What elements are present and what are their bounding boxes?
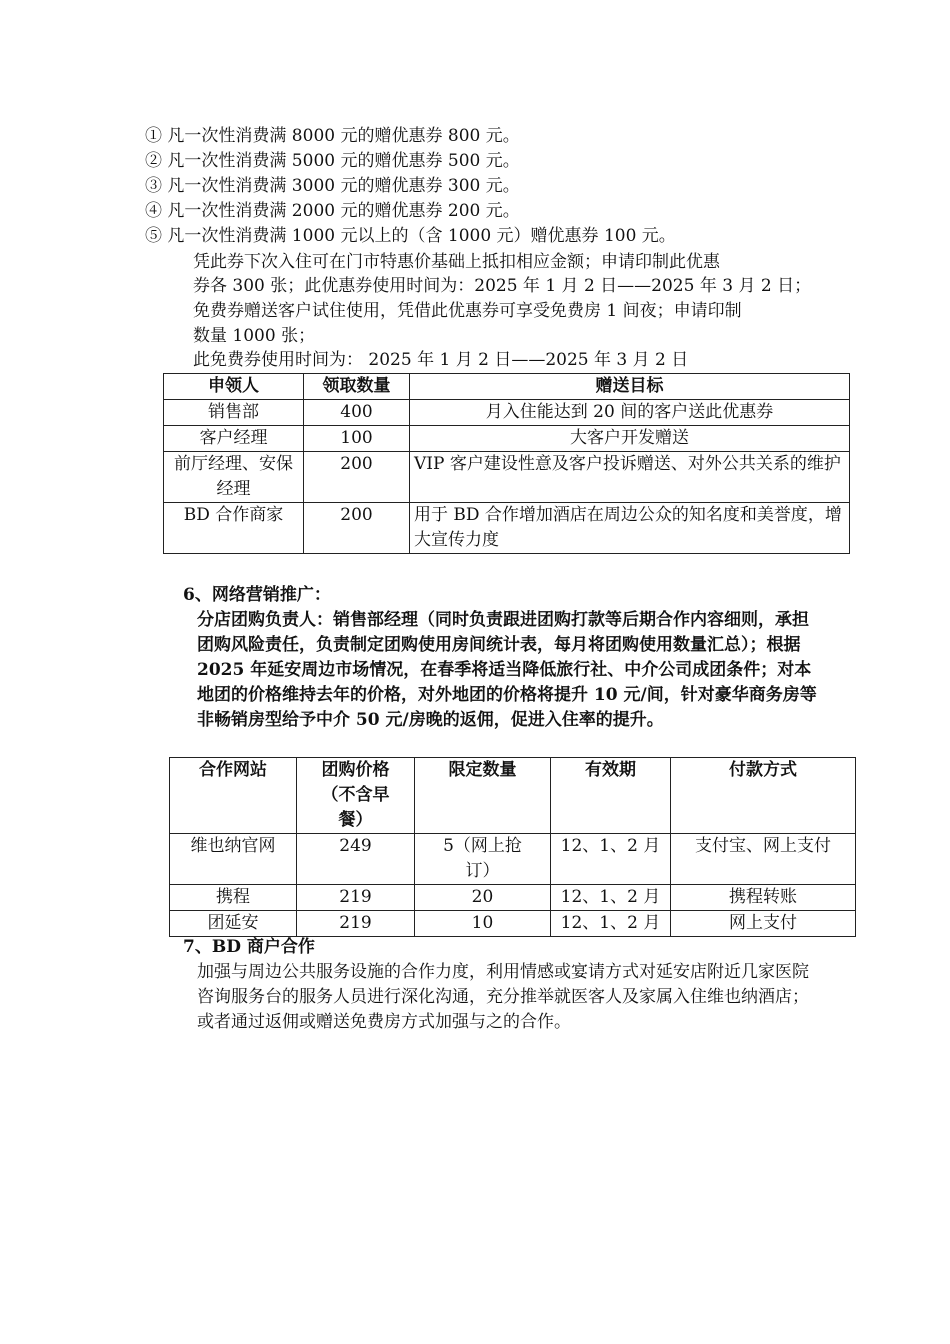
table-cell: 400 — [304, 400, 410, 426]
table-row — [170, 911, 856, 937]
table-header: 领取数量 — [304, 374, 410, 400]
table-cell: 100 — [304, 426, 410, 452]
table-header: 申领人 — [164, 374, 304, 400]
table-row — [164, 503, 850, 554]
table-cell: 219 — [297, 885, 415, 911]
table-cell: 携程 — [170, 885, 297, 911]
table-row — [164, 426, 850, 452]
table-cell: 200 — [304, 503, 410, 554]
table-cell: BD 合作商家 — [164, 503, 304, 554]
table-row — [170, 834, 856, 885]
table-cell: 大客户开发赠送 — [410, 426, 850, 452]
table-header-row — [170, 758, 856, 834]
table-cell: 219 — [297, 911, 415, 937]
table-cell: 销售部 — [164, 400, 304, 426]
table-cell: 携程转账 — [671, 885, 856, 911]
table-row — [164, 400, 850, 426]
section-7-body: 加强与周边公共服务设施的合作力度，利用情感或宴请方式对延安店附近几家医院咨询服务台的服务人员进行深化沟通，充分推举就医客人及家属入住维也纳酒店；或者通过返佣或赠送免费房方式加强与之的合作。 — [197, 962, 809, 1032]
coupon-note-4: 数量 1000 张； — [193, 326, 316, 346]
table-cell: 用于 BD 合作增加酒店在周边公众的知名度和美誉度，增大宣传力度 — [410, 503, 850, 554]
coupon-item-4: ④ 凡一次性消费满 2000 元的赠优惠券 200 元。 — [145, 201, 520, 221]
coupon-item-5: ⑤ 凡一次性消费满 1000 元以上的（含 1000 元）赠优惠券 100 元。 — [145, 226, 676, 246]
section-6-title: 6、网络营销推广： — [183, 585, 331, 605]
coupon-note-1: 凭此券下次入住可在门市特惠价基础上抵扣相应金额；申请印制此优惠 — [193, 252, 720, 272]
table-cell: 20 — [415, 885, 551, 911]
table-cell: 5（网上抢订） — [415, 834, 551, 885]
coupon-item-3: ③ 凡一次性消费满 3000 元的赠优惠券 300 元。 — [145, 176, 520, 196]
table-cell: 网上支付 — [671, 911, 856, 937]
table-header: 限定数量 — [415, 758, 551, 834]
table-cell: 10 — [415, 911, 551, 937]
coupon-item-1: ① 凡一次性消费满 8000 元的赠优惠券 800 元。 — [145, 126, 520, 146]
table-header-row — [164, 374, 850, 400]
coupon-item-2: ② 凡一次性消费满 5000 元的赠优惠券 500 元。 — [145, 151, 520, 171]
coupon-note-2: 券各 300 张；此优惠券使用时间为：2025 年 1 月 2 日——2025 年 3 月 2 日； — [193, 276, 812, 296]
table-header: 付款方式 — [671, 758, 856, 834]
table-header: 合作网站 — [170, 758, 297, 834]
section-7-title: 7、BD 商户合作 — [183, 937, 315, 957]
table-cell: 客户经理 — [164, 426, 304, 452]
table-cell: 团延安 — [170, 911, 297, 937]
table-cell: 12、1、2 月 — [551, 834, 671, 885]
coupon-note-3: 免费券赠送客户试住使用，凭借此优惠券可享受免费房 1 间夜；申请印制 — [193, 301, 742, 321]
table-cell: 维也纳官网 — [170, 834, 297, 885]
table-cell: 月入住能达到 20 间的客户送此优惠券 — [410, 400, 850, 426]
section-6-body: 分店团购负责人：销售部经理（同时负责跟进团购打款等后期合作内容细则，承担团购风险责任，负责制定团购使用房间统计表，每月将团购使用数量汇总）；根据 2025 年延安周边市场情况，在春季将适当降低旅行社、中介公司成团条件；对本地团的价格维持去年的价格，对外地团的价格将提升 10 元/间，针对豪华商务房等非畅销房型给予中介 50 元/房晚的返佣，促进入住率的提升。 — [197, 610, 817, 730]
table-cell: 支付宝、网上支付 — [671, 834, 856, 885]
table-cell: VIP 客户建设性意及客户投诉赠送、对外公共关系的维护 — [410, 452, 850, 503]
table-header: 有效期 — [551, 758, 671, 834]
table-cell: 12、1、2 月 — [551, 911, 671, 937]
table-header: 赠送目标 — [410, 374, 850, 400]
table-cell: 前厅经理、安保经理 — [164, 452, 304, 503]
table-header: 团购价格（不含早餐） — [297, 758, 415, 834]
table-row — [164, 452, 850, 503]
group-buy-table — [169, 757, 856, 937]
table-cell: 12、1、2 月 — [551, 885, 671, 911]
table-cell: 249 — [297, 834, 415, 885]
coupon-note-5: 此免费券使用时间为： 2025 年 1 月 2 日——2025 年 3 月 2 日 — [193, 350, 689, 370]
table-row — [170, 885, 856, 911]
coupon-distribution-table — [163, 373, 850, 554]
table-cell: 200 — [304, 452, 410, 503]
